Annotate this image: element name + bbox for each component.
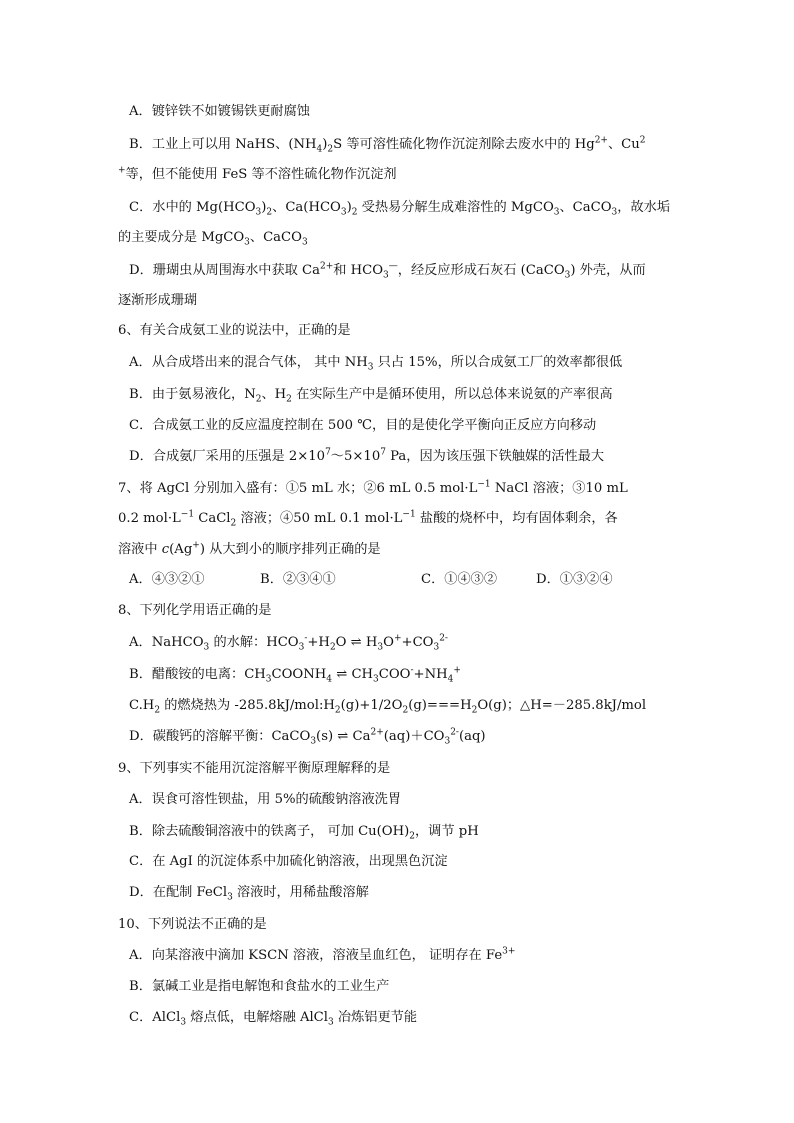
q8-option-d: D．碳酸钙的溶解平衡：CaCO$_3$(s) ⇌ $Ca^{2+}(aq)+CO_3^{2-}(aq)$ (129, 727, 486, 747)
question-8: 8、下列化学用语正确的是 (118, 603, 272, 618)
q5-option-d-cont: 逐渐形成珊瑚 (118, 293, 198, 308)
q9-option-b: B．除去硫酸铜溶液中的铁离子， 可加 $Cu(OH)_2$，调节 pH (129, 824, 479, 842)
q7-options-row (129, 570, 689, 590)
q5-option-c: C．水中的 $Mg(HCO_3)_2$、$Ca(HCO_3)_2$ 受热易分解生成难溶性的 MgCO$_3$、CaCO$_3$，故水垢 (129, 200, 671, 218)
q9-option-c: C．在 AgI 的沉淀体系中加硫化钠溶液，出现黑色沉淀 (129, 854, 448, 869)
q8-option-a: A．NaHCO$_3$ 的水解：$HCO_3^-+H_2O$ ⇌ $H_3O^++CO_3^{2-}$ (129, 633, 448, 653)
q5-option-c-cont: 的主要成分是 MgCO$_3$、CaCO$_3$ (118, 230, 308, 248)
question-9: 9、下列事实不能用沉淀溶解平衡原理解释的是 (118, 761, 391, 776)
q7-option-c: C．①④③② (421, 572, 498, 587)
q8-option-c: $C.H_2$ 的燃烧热为 $-285.8kJ/mol:H_2(g)+1/2O_2(g)===H_2O(g)$；△H=－285.8kJ/mol (129, 698, 647, 716)
q7-option-d: D．①③②④ (536, 572, 613, 587)
q7-option-b: B．②③④① (260, 572, 336, 587)
q9-option-d: D．在配制 FeCl$_3$ 溶液时，用稀盐酸溶解 (129, 885, 369, 903)
q6-option-d: D．合成氨厂采用的压强是 $2\times 10^7\sim 5\times 10^7$ Pa，因为该压强下铁触媒的活性最大 (129, 447, 605, 464)
question-7-cont-2: 溶液中 c(Ag+) 从大到小的顺序排列正确的是 (118, 540, 381, 557)
q8-option-b: B．醋酸铵的电离：$CH_3COONH_4$ ⇌ $CH_3COO^-+NH_4^+$ (129, 665, 461, 685)
q9-option-a: A．误食可溶性钡盐，用 5%的硫酸钠溶液洗胃 (129, 792, 402, 807)
question-7: 7、将 AgCl 分别加入盛有：①5 mL 水；②6 mL 0.5 $mol\cdot L^{-1}$ NaCl 溶液；③10 mL (118, 479, 628, 496)
q10-option-b: B．氯碱工业是指电解饱和食盐水的工业生产 (129, 979, 390, 994)
q6-option-c: C．合成氨工业的反应温度控制在 500 ℃，目的是使化学平衡向正反应方向移动 (129, 418, 597, 433)
q6-option-a: A．从合成塔出来的混合气体， 其中 $NH_3$ 只占 15%，所以合成氨工厂的效率都很低 (129, 355, 623, 373)
q5-option-b-cont: +等，但不能使用 FeS 等不溶性硫化物作沉淀剂 (118, 165, 397, 182)
q6-option-b: B．由于氨易液化，$N_2$、$H_2$ 在实际生产中是循环使用，所以总体来说氨的产率很高 (129, 387, 613, 405)
question-7-cont-1: 0.2 $mol\cdot L^{-1}$ CaCl$_2$ 溶液；④50 mL 0.1 $mol\cdot L^{-1}$ 盐酸的烧杯中，均有固体剩余，各 (118, 509, 618, 529)
question-6: 6、有关合成氨工业的说法中，正确的是 (118, 323, 351, 338)
q5-option-b: B．工业上可以用 NaHS、$(NH_4)_2S$ 等可溶性硫化物作沉淀剂除去废水中的 $Hg^{2+}$、Cu$^2$ (129, 135, 646, 155)
question-10: 10、下列说法不正确的是 (118, 917, 267, 932)
q10-option-c: C．AlCl$_3$ 熔点低，电解熔融 AlCl$_3$ 冶炼铝更节能 (129, 1010, 418, 1028)
q5-option-a: A．镀锌铁不如镀锡铁更耐腐蚀 (129, 104, 310, 119)
q5-option-d: D．珊瑚虫从周围海水中获取 $Ca^{2+}$和 $HCO_3^—$，经反应形成石灰石 (CaCO$_3$) 外壳，从而 (129, 261, 646, 281)
q10-option-a: A．向某溶液中滴加 KSCN 溶液，溶液呈血红色， 证明存在 $Fe^{3+}$ (129, 946, 516, 963)
q7-option-a: A．④③②① (129, 572, 205, 587)
